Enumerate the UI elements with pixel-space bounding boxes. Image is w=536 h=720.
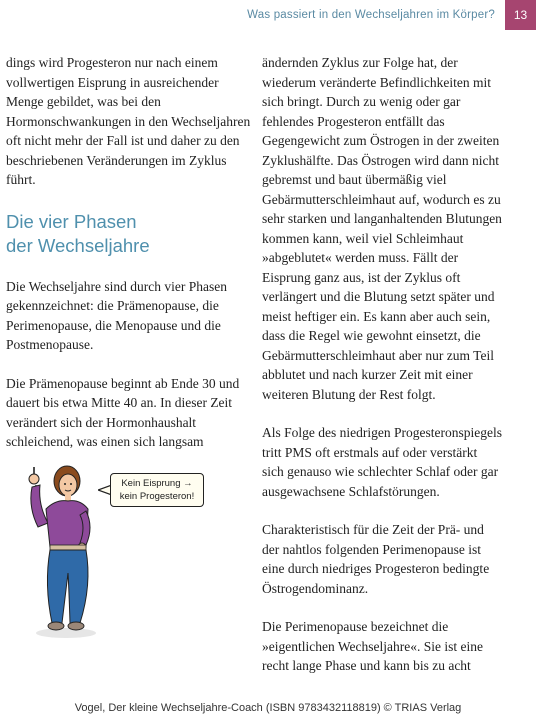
paragraph: Die Prämenopause beginnt ab Ende 30 und dauert bis etwa Mitte 40 an. In dieser Zeit verändert sich der Hormonhaushalt schleichend, was einen sich langsam — [6, 375, 240, 449]
bubble-line: kein Progesteron! — [119, 491, 195, 502]
paragraph: Die Perimenopause bezeichnet die »eigentlichen Wechseljahre«. Sie ist eine recht lange Phase und kann bis zu acht — [262, 619, 483, 673]
page-number: 13 — [505, 0, 536, 30]
heading-line: der Wechseljahre — [6, 234, 150, 256]
section-heading — [6, 210, 251, 258]
heading-line: Die vier Phasen — [6, 210, 137, 232]
footer-citation: Vogel, Der kleine Wechseljahre-Coach (ISBN 9783432118819) © TRIAS Verlag — [74, 702, 462, 714]
bubble-line: Kein Eisprung → — [121, 478, 193, 489]
left-column — [6, 53, 251, 471]
paragraph: ändernden Zyklus zur Folge hat, der wiederum veränderte Befindlichkeiten mit sich bringt. Durch zu wenig oder gar fehlendes Progesteron entfällt das Gegengewicht zum Östrogen in der zweiten Zyklushälfte. Das Östrogen wird dann nicht gebremst und baut übermäßig viel Gebärmutterschleimhaut auf, wodurch es zu sehr starken und langanhaltenden Blutungen kommen kann, weil viel Schleimhaut »abgeblutet« werden muss. Fällt der Eisprung ganz aus, ist der Zyklus oft verlängert und die Blutung setzt später und meist heftiger ein. Es kann aber auch sein, dass die Regel wie gewohnt einsetzt, die Gebärmutterschleimhaut aber nur zum Teil abblutet und nach kurzer Zeit mit einer weiteren Blutung der Rest folgt. — [262, 55, 502, 402]
paragraph: Charakteristisch für die Zeit der Prä- und der nahtlos folgenden Perimenopause ist eine durch niedriges Progesteron bedingte Östrogendominanz. — [262, 522, 490, 596]
paragraph: Die Wechseljahre sind durch vier Phasen gekennzeichnet: die Prämenopause, die Perimenopause, die Menopause und die Postmenopause. — [6, 278, 227, 352]
paragraph: dings wird Progesteron nur nach einem vollwertigen Eisprung in ausreichender Menge gebildet, was bei den Hormonschwankungen in den Wechseljahren oft nicht mehr der Fall ist und daher zu den beschriebenen Veränderungen im Zyklus führt. — [6, 55, 251, 187]
running-header — [247, 0, 536, 30]
right-column — [262, 53, 502, 695]
speech-bubble — [110, 473, 204, 507]
running-title: Was passiert in den Wechseljahren im Körper? — [247, 9, 495, 21]
paragraph: Als Folge des niedrigen Progesteronspiegels tritt PMS oft erstmals auf oder verstärkt sich genauso wie schlechter Schlaf oder gar ausgewachsene Schlafstörungen. — [262, 425, 502, 499]
